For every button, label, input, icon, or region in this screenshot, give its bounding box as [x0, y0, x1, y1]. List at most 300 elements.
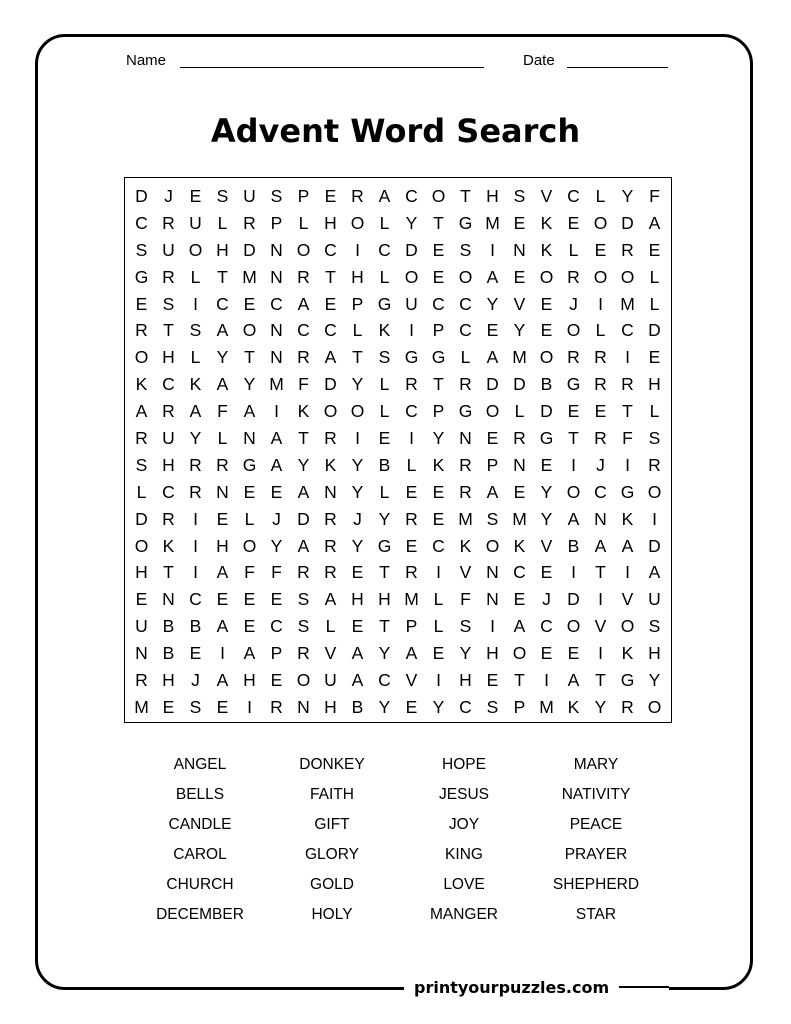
grid-row: [128, 371, 668, 398]
grid-letter: R: [621, 696, 634, 717]
grid-letter: H: [162, 669, 175, 690]
grid-letter: E: [189, 185, 202, 206]
grid-letter: R: [297, 347, 310, 368]
grid-letter: K: [297, 401, 310, 422]
grid-letter: E: [324, 185, 337, 206]
grid-letter: H: [351, 589, 364, 610]
grid-letter: A: [594, 535, 607, 556]
grid-letter: E: [540, 643, 553, 664]
word-list-item: DONKEY: [299, 756, 365, 773]
grid-letter: I: [598, 589, 603, 610]
grid-letter: O: [512, 643, 527, 664]
grid-letter: E: [513, 212, 526, 233]
grid-letter: N: [594, 508, 607, 529]
grid-letter: A: [297, 535, 310, 556]
grid-letter: I: [598, 643, 603, 664]
grid-row: [128, 425, 668, 452]
grid-letter: U: [162, 239, 175, 260]
grid-letter: D: [486, 374, 499, 395]
grid-letter: O: [296, 669, 311, 690]
grid-letter: A: [513, 616, 526, 637]
grid-letter: R: [594, 347, 607, 368]
grid-letter: N: [270, 347, 283, 368]
grid-letter: A: [216, 562, 229, 583]
grid-letter: I: [193, 562, 198, 583]
grid-letter: D: [648, 320, 661, 341]
grid-letter: G: [620, 669, 635, 690]
grid-letter: C: [540, 616, 553, 637]
word-list-item: MANGER: [429, 906, 499, 923]
grid-letter: H: [216, 239, 229, 260]
grid-letter: M: [458, 508, 473, 529]
grid-letter: J: [191, 669, 200, 690]
grid-letter: A: [486, 266, 499, 287]
grid-letter: E: [432, 508, 445, 529]
grid-letter: N: [486, 562, 499, 583]
grid-letter: Y: [378, 508, 391, 529]
grid-letter: P: [513, 696, 526, 717]
grid-letter: A: [621, 535, 634, 556]
grid-letter: H: [324, 212, 337, 233]
grid-letter: B: [189, 616, 202, 637]
grid-letter: D: [135, 185, 148, 206]
grid-letter: J: [596, 454, 605, 475]
grid-letter: T: [163, 562, 174, 583]
grid-letter: I: [544, 669, 549, 690]
grid-letter: A: [216, 669, 229, 690]
date-label: Date: [523, 52, 555, 69]
grid-letter: E: [243, 616, 256, 637]
grid-letter: O: [134, 347, 149, 368]
grid-letter: I: [193, 535, 198, 556]
grid-letter: S: [486, 508, 499, 529]
grid-letter: E: [513, 481, 526, 502]
grid-letter: L: [190, 347, 201, 368]
grid-letter: U: [648, 589, 661, 610]
grid-letter: E: [216, 589, 229, 610]
grid-letter: C: [297, 320, 310, 341]
grid-letter: R: [135, 669, 148, 690]
grid-letter: R: [324, 562, 337, 583]
grid-letter: T: [352, 347, 363, 368]
grid-letter: D: [621, 212, 634, 233]
grid-letter: L: [379, 266, 390, 287]
grid-letter: I: [193, 293, 198, 314]
grid-letter: U: [135, 616, 148, 637]
grid-letter: T: [379, 616, 390, 637]
grid-letter: E: [378, 427, 391, 448]
grid-letter: G: [566, 374, 581, 395]
grid-letter: R: [162, 212, 175, 233]
grid-letter: O: [647, 481, 662, 502]
word-list-item: GLORY: [305, 846, 359, 863]
grid-letter: A: [648, 212, 661, 233]
grid-letter: E: [162, 696, 175, 717]
grid-letter: S: [135, 239, 148, 260]
grid-row: [128, 291, 668, 318]
grid-letter: G: [242, 454, 257, 475]
grid-letter: V: [513, 293, 526, 314]
grid-letter: L: [190, 266, 201, 287]
grid-letter: A: [378, 185, 391, 206]
word-list: [134, 755, 662, 924]
grid-letter: E: [270, 669, 283, 690]
grid-letter: R: [459, 454, 472, 475]
grid-letter: K: [459, 535, 472, 556]
grid-letter: P: [432, 401, 445, 422]
footer: [404, 974, 669, 1000]
grid-letter: O: [539, 347, 554, 368]
grid-letter: L: [514, 401, 525, 422]
grid-letter: E: [405, 535, 418, 556]
grid-letter: P: [270, 212, 283, 233]
grid-letter: H: [486, 643, 499, 664]
grid-letter: L: [460, 347, 471, 368]
word-list-item: BELLS: [175, 786, 225, 803]
grid-letter: G: [431, 347, 446, 368]
grid-letter: E: [216, 508, 229, 529]
grid-letter: F: [271, 562, 282, 583]
grid-row: [128, 694, 668, 721]
grid-letter: C: [378, 239, 391, 260]
grid-letter: O: [404, 266, 419, 287]
grid-letter: E: [405, 481, 418, 502]
grid-letter: C: [405, 185, 418, 206]
grid-letter: E: [486, 320, 499, 341]
grid-letter: I: [355, 239, 360, 260]
grid-letter: S: [486, 696, 499, 717]
grid-letter: D: [405, 239, 418, 260]
grid-letter: Y: [432, 696, 445, 717]
grid-letter: D: [567, 589, 580, 610]
grid-letter: I: [193, 508, 198, 529]
grid-letter: R: [162, 508, 175, 529]
grid-letter: O: [188, 239, 203, 260]
grid-letter: S: [297, 589, 310, 610]
grid-letter: H: [162, 347, 175, 368]
grid-letter: I: [436, 562, 441, 583]
grid-letter: D: [297, 508, 310, 529]
grid-letter: D: [513, 374, 526, 395]
grid-letter: R: [189, 481, 202, 502]
grid-letter: Y: [351, 481, 364, 502]
grid-letter: O: [566, 616, 581, 637]
grid-letter: N: [270, 266, 283, 287]
puzzle-grid: [128, 183, 668, 721]
grid-letter: C: [621, 320, 634, 341]
grid-letter: V: [594, 616, 607, 637]
grid-letter: V: [405, 669, 418, 690]
grid-letter: F: [460, 589, 471, 610]
grid-letter: O: [647, 696, 662, 717]
grid-letter: E: [540, 454, 553, 475]
grid-letter: H: [162, 454, 175, 475]
grid-letter: B: [351, 696, 364, 717]
word-list-item: GIFT: [314, 816, 350, 833]
grid-letter: L: [406, 454, 417, 475]
grid-letter: G: [458, 212, 473, 233]
grid-letter: S: [648, 616, 661, 637]
grid-letter: C: [513, 562, 526, 583]
grid-letter: E: [270, 481, 283, 502]
grid-letter: K: [621, 508, 634, 529]
grid-row: [128, 317, 668, 344]
word-list-item: HOLY: [311, 906, 353, 923]
grid-letter: E: [567, 643, 580, 664]
grid-letter: A: [297, 293, 310, 314]
grid-letter: V: [540, 535, 553, 556]
grid-letter: R: [567, 347, 580, 368]
grid-letter: L: [649, 293, 660, 314]
grid-letter: T: [595, 562, 606, 583]
grid-letter: S: [162, 293, 175, 314]
grid-letter: R: [189, 454, 202, 475]
footer-site: printyourpuzzles.com: [404, 978, 619, 997]
grid-letter: I: [274, 401, 279, 422]
grid-letter: T: [433, 374, 444, 395]
grid-letter: C: [459, 293, 472, 314]
grid-letter: S: [378, 347, 391, 368]
grid-letter: R: [297, 643, 310, 664]
grid-letter: E: [648, 239, 661, 260]
grid-letter: A: [351, 643, 364, 664]
grid-letter: N: [513, 239, 526, 260]
grid-letter: F: [649, 185, 660, 206]
grid-letter: E: [594, 239, 607, 260]
footer-line-left: [300, 988, 410, 990]
grid-letter: T: [460, 185, 471, 206]
grid-letter: L: [379, 481, 390, 502]
grid-letter: I: [625, 347, 630, 368]
grid-letter: H: [378, 589, 391, 610]
grid-letter: J: [353, 508, 362, 529]
word-list-item: CAROL: [173, 846, 227, 863]
grid-letter: R: [216, 454, 229, 475]
grid-letter: O: [296, 239, 311, 260]
grid-row: [128, 479, 668, 506]
grid-letter: L: [649, 401, 660, 422]
grid-letter: R: [405, 508, 418, 529]
grid-letter: G: [134, 266, 149, 287]
grid-letter: Y: [594, 696, 607, 717]
word-list-item: SHEPHERD: [552, 876, 640, 893]
grid-row: [128, 613, 668, 640]
grid-letter: Y: [351, 535, 364, 556]
grid-letter: R: [324, 427, 337, 448]
grid-letter: E: [324, 293, 337, 314]
grid-letter: L: [595, 320, 606, 341]
grid-letter: I: [598, 293, 603, 314]
grid-letter: A: [486, 481, 499, 502]
grid-letter: K: [162, 535, 175, 556]
grid-letter: I: [571, 562, 576, 583]
grid-letter: I: [652, 508, 657, 529]
grid-letter: R: [648, 454, 661, 475]
grid-letter: R: [594, 374, 607, 395]
grid-letter: E: [567, 401, 580, 422]
grid-letter: K: [432, 454, 445, 475]
grid-letter: A: [243, 643, 256, 664]
grid-letter: C: [459, 320, 472, 341]
grid-letter: O: [620, 266, 635, 287]
grid-letter: C: [432, 293, 445, 314]
grid-letter: P: [486, 454, 499, 475]
grid-letter: I: [220, 643, 225, 664]
grid-letter: O: [431, 185, 446, 206]
grid-letter: Y: [540, 508, 553, 529]
word-list-item: PRAYER: [564, 846, 628, 863]
name-label: Name: [126, 52, 167, 69]
grid-letter: A: [216, 374, 229, 395]
grid-letter: L: [352, 320, 363, 341]
grid-letter: E: [486, 427, 499, 448]
grid-letter: T: [325, 266, 336, 287]
grid-letter: M: [242, 266, 257, 287]
grid-letter: C: [135, 212, 148, 233]
grid-letter: I: [409, 427, 414, 448]
grid-letter: C: [216, 293, 229, 314]
grid-letter: O: [323, 401, 338, 422]
grid-letter: T: [379, 562, 390, 583]
date-line: [567, 67, 668, 68]
grid-letter: O: [242, 535, 257, 556]
grid-letter: T: [163, 320, 174, 341]
grid-letter: E: [567, 212, 580, 233]
grid-letter: B: [378, 454, 391, 475]
grid-letter: C: [432, 535, 445, 556]
grid-letter: V: [621, 589, 634, 610]
grid-letter: H: [243, 669, 256, 690]
grid-letter: N: [297, 696, 310, 717]
grid-letter: R: [324, 535, 337, 556]
grid-letter: O: [485, 401, 500, 422]
grid-letter: O: [593, 212, 608, 233]
grid-letter: L: [595, 185, 606, 206]
grid-letter: C: [189, 589, 202, 610]
word-list-item: MARY: [573, 756, 619, 773]
word-list-item: JESUS: [439, 786, 489, 803]
grid-letter: N: [270, 320, 283, 341]
grid-letter: A: [243, 401, 256, 422]
grid-letter: L: [298, 212, 309, 233]
grid-letter: T: [298, 427, 309, 448]
word-list-item: PEACE: [569, 816, 623, 833]
grid-letter: A: [324, 589, 337, 610]
grid-letter: E: [243, 481, 256, 502]
grid-letter: C: [270, 293, 283, 314]
grid-letter: K: [540, 212, 553, 233]
grid-letter: E: [135, 589, 148, 610]
grid-letter: Y: [432, 427, 445, 448]
grid-letter: L: [568, 239, 579, 260]
grid-letter: O: [350, 212, 365, 233]
grid-letter: T: [622, 401, 633, 422]
grid-letter: E: [648, 347, 661, 368]
grid-letter: V: [324, 643, 337, 664]
page-title: Advent Word Search: [210, 112, 581, 150]
grid-letter: U: [243, 185, 256, 206]
grid-letter: E: [216, 696, 229, 717]
grid-letter: S: [189, 320, 202, 341]
grid-row: [128, 452, 668, 479]
grid-letter: R: [594, 427, 607, 448]
grid-letter: G: [377, 535, 392, 556]
grid-letter: Y: [297, 454, 310, 475]
grid-letter: K: [513, 535, 526, 556]
name-line: [180, 67, 484, 68]
grid-letter: R: [162, 401, 175, 422]
grid-letter: P: [405, 616, 418, 637]
grid-letter: O: [593, 266, 608, 287]
grid-letter: C: [378, 669, 391, 690]
grid-letter: Y: [459, 643, 472, 664]
grid-row: [128, 586, 668, 613]
grid-letter: N: [486, 589, 499, 610]
grid-letter: E: [540, 320, 553, 341]
grid-letter: R: [567, 266, 580, 287]
word-list-item: CHURCH: [166, 876, 234, 893]
grid-letter: G: [620, 481, 635, 502]
grid-letter: H: [351, 266, 364, 287]
grid-letter: O: [485, 535, 500, 556]
grid-row: [128, 183, 668, 210]
grid-letter: E: [243, 589, 256, 610]
grid-letter: R: [459, 481, 472, 502]
grid-letter: N: [324, 481, 337, 502]
word-list-item: GOLD: [310, 876, 354, 893]
grid-letter: E: [594, 401, 607, 422]
grid-letter: P: [432, 320, 445, 341]
grid-letter: T: [514, 669, 525, 690]
grid-letter: L: [433, 616, 444, 637]
grid-letter: K: [135, 374, 148, 395]
grid-letter: N: [459, 427, 472, 448]
word-list-item: LOVE: [443, 876, 485, 893]
grid-letter: S: [459, 616, 472, 637]
grid-letter: R: [621, 374, 634, 395]
grid-letter: P: [297, 185, 310, 206]
grid-letter: E: [432, 266, 445, 287]
grid-letter: M: [512, 508, 527, 529]
grid-letter: Y: [270, 535, 283, 556]
grid-letter: P: [351, 293, 364, 314]
grid-letter: S: [513, 185, 526, 206]
grid-letter: E: [540, 562, 553, 583]
grid-letter: U: [405, 293, 418, 314]
grid-letter: H: [135, 562, 148, 583]
grid-letter: D: [135, 508, 148, 529]
grid-letter: D: [243, 239, 256, 260]
grid-row: [128, 667, 668, 694]
grid-letter: M: [512, 347, 527, 368]
grid-letter: T: [433, 212, 444, 233]
grid-letter: A: [216, 616, 229, 637]
grid-letter: Y: [351, 374, 364, 395]
word-list-item: NATIVITY: [561, 786, 631, 803]
grid-letter: N: [513, 454, 526, 475]
grid-letter: V: [540, 185, 553, 206]
grid-letter: F: [244, 562, 255, 583]
grid-letter: A: [270, 454, 283, 475]
grid-letter: T: [595, 669, 606, 690]
grid-letter: F: [298, 374, 309, 395]
grid-letter: O: [566, 481, 581, 502]
grid-letter: R: [135, 320, 148, 341]
grid-letter: R: [297, 266, 310, 287]
grid-letter: L: [379, 212, 390, 233]
grid-letter: H: [324, 696, 337, 717]
grid-letter: Y: [486, 293, 499, 314]
